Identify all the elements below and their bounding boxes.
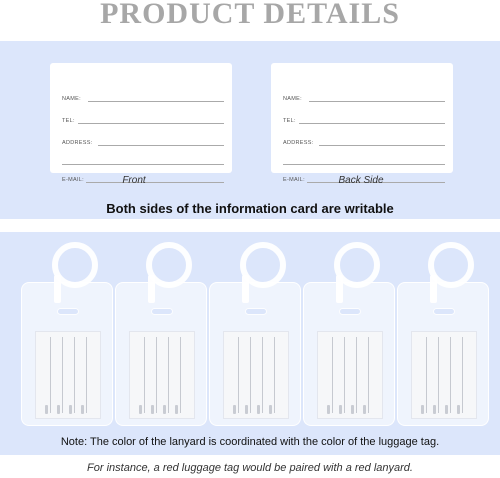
strap-slot <box>57 308 79 315</box>
address-line <box>319 145 445 146</box>
name-line <box>309 101 445 102</box>
write-line <box>180 337 181 413</box>
field-label-mark <box>151 405 154 414</box>
strap-slot <box>245 308 267 315</box>
write-line <box>426 337 427 413</box>
luggage-tag <box>209 242 301 427</box>
write-line <box>250 337 251 413</box>
info-card-panel <box>0 41 500 219</box>
strap-slot <box>433 308 455 315</box>
write-line <box>356 337 357 413</box>
strap-slot <box>339 308 361 315</box>
write-line <box>50 337 51 413</box>
write-line <box>368 337 369 413</box>
name-label: NAME: <box>62 96 81 102</box>
tag-body <box>397 282 489 426</box>
field-label-mark <box>421 405 424 414</box>
write-line <box>462 337 463 413</box>
writable-subtitle: Both sides of the information card are writable <box>106 201 394 216</box>
field-label-mark <box>245 405 248 414</box>
address-line <box>98 145 224 146</box>
field-label-mark <box>69 405 72 414</box>
luggage-tags-panel <box>0 232 500 455</box>
write-line <box>168 337 169 413</box>
address-label: ADDRESS: <box>62 140 93 146</box>
luggage-tag <box>21 242 113 427</box>
back-caption: Back Side <box>338 175 384 186</box>
field-label-mark <box>45 405 48 414</box>
field-label-mark <box>363 405 366 414</box>
email-label: E-MAIL: <box>283 177 305 183</box>
luggage-tag <box>303 242 395 427</box>
field-label-mark <box>163 405 166 414</box>
page-title: PRODUCT DETAILS <box>100 0 400 30</box>
strap-slot <box>151 308 173 315</box>
field-label-mark <box>327 405 330 414</box>
field-label-mark <box>351 405 354 414</box>
footer-note: For instance, a red luggage tag would be paired with a red lanyard. <box>87 462 413 474</box>
field-label-mark <box>57 405 60 414</box>
field-label-mark <box>445 405 448 414</box>
address-line-2 <box>283 164 445 165</box>
name-line <box>88 101 224 102</box>
tel-line <box>299 123 445 124</box>
write-line <box>438 337 439 413</box>
info-card-insert <box>411 331 477 419</box>
field-label-mark <box>81 405 84 414</box>
write-line <box>450 337 451 413</box>
write-line <box>332 337 333 413</box>
field-label-mark <box>457 405 460 414</box>
field-label-mark <box>175 405 178 414</box>
lanyard-note: Note: The color of the lanyard is coordinated with the color of the luggage tag. <box>60 436 440 448</box>
field-label-mark <box>139 405 142 414</box>
write-line <box>144 337 145 413</box>
email-label: E-MAIL: <box>62 177 84 183</box>
write-line <box>344 337 345 413</box>
field-label-mark <box>257 405 260 414</box>
info-card-insert <box>317 331 383 419</box>
field-label-mark <box>233 405 236 414</box>
field-label-mark <box>269 405 272 414</box>
tag-body <box>209 282 301 426</box>
tel-label: TEL: <box>283 118 296 124</box>
write-line <box>62 337 63 413</box>
field-label-mark <box>339 405 342 414</box>
address-label: ADDRESS: <box>283 140 314 146</box>
write-line <box>238 337 239 413</box>
info-card-insert <box>223 331 289 419</box>
write-line <box>86 337 87 413</box>
front-caption: Front <box>122 175 146 186</box>
tag-body <box>115 282 207 426</box>
tel-line <box>78 123 224 124</box>
address-line-2 <box>62 164 224 165</box>
write-line <box>74 337 75 413</box>
tag-body <box>21 282 113 426</box>
luggage-tag <box>397 242 489 427</box>
info-card-insert <box>129 331 195 419</box>
write-line <box>156 337 157 413</box>
tel-label: TEL: <box>62 118 75 124</box>
name-label: NAME: <box>283 96 302 102</box>
write-line <box>274 337 275 413</box>
field-label-mark <box>433 405 436 414</box>
info-card-insert <box>35 331 101 419</box>
luggage-tag <box>115 242 207 427</box>
tag-body <box>303 282 395 426</box>
write-line <box>262 337 263 413</box>
